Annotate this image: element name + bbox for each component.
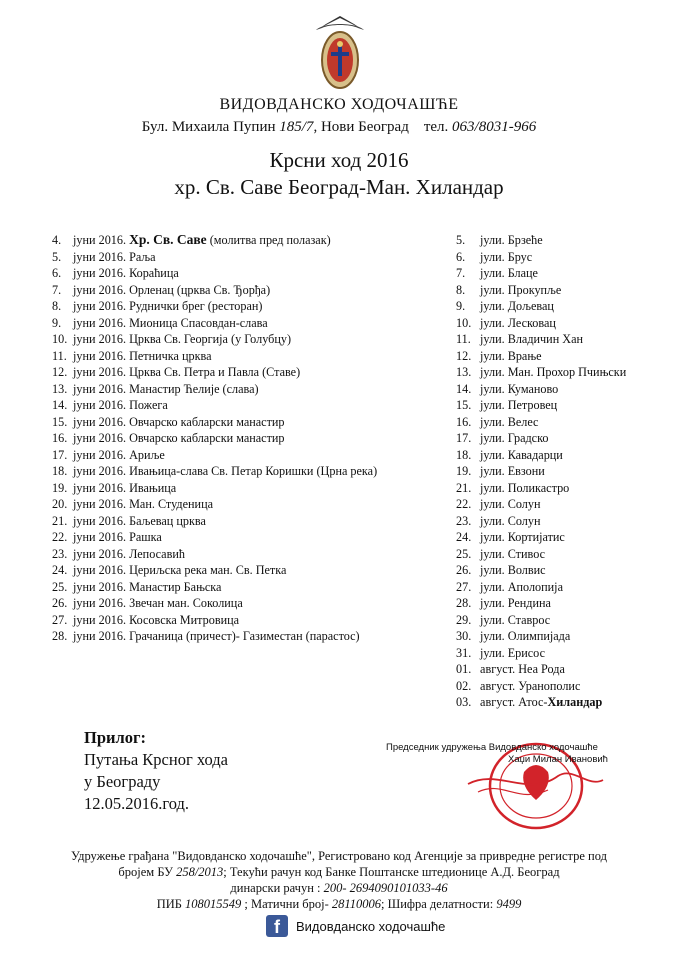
schedule-date: август. [480,662,516,676]
schedule-place: Волвис [507,563,546,577]
schedule-place: Брзеће [507,233,543,247]
schedule-date: јули. [480,348,505,363]
schedule-row [52,232,432,249]
schedule-day: 20. [52,497,68,511]
schedule-row [52,364,432,381]
schedule-july-august-list [456,232,666,711]
schedule-place: Врање [507,348,542,363]
schedule-date: јуни 2016. [73,629,127,643]
schedule-place-highlight: Хиландар [547,695,603,709]
schedule-row [456,249,666,266]
schedule-day: 7. [52,282,62,297]
schedule-row [456,381,666,398]
footer-account: динарски рачун : 200- 2694090101033-46 [230,881,448,895]
schedule-day: 25. [52,579,68,594]
facebook-icon: f [266,915,288,937]
schedule-date: јули. [480,447,505,462]
schedule-day: 4. [52,233,62,247]
schedule-row [456,579,666,596]
schedule-june-list [52,232,432,645]
schedule-place: Манастир Бањска [129,579,222,594]
schedule-date: јули. [480,282,505,297]
schedule-day: 23. [52,546,68,561]
schedule-day: 16. [456,414,472,429]
schedule-row [456,496,666,513]
schedule-date: јули. [480,299,505,313]
schedule-day: 18. [456,447,472,462]
schedule-day: 21. [52,513,68,528]
schedule-date: јуни 2016. [73,464,127,478]
schedule-row [456,430,666,447]
schedule-place: Баљевац црква [129,513,206,528]
schedule-row [52,397,432,414]
schedule-date: јуни 2016. [73,596,127,610]
schedule-row [52,513,432,530]
schedule-row [52,628,432,645]
schedule-day: 5. [456,233,466,247]
schedule-row [456,645,666,662]
schedule-row [456,315,666,332]
schedule-day: 12. [456,348,472,363]
schedule-date: јуни 2016. [73,579,127,594]
schedule-place: Звечан ман. Соколица [129,596,243,610]
schedule-date: јули. [480,365,505,379]
schedule-row [52,546,432,563]
schedule-day: 23. [456,513,472,528]
schedule-day: 10. [52,332,68,346]
schedule-place: Кораћица [129,266,179,280]
schedule-day: 22. [456,497,472,511]
schedule-day: 03. [456,695,472,709]
footer-ids: ПИБ 108015549 ; Матични број- 28110006; Шифра делатности: 9499 [156,897,522,911]
schedule-place: Овчарско кабларски манастир [129,431,285,445]
schedule-place: Дољевац [507,299,554,313]
schedule-place: Цериљска река ман. Св. Петка [129,563,287,577]
schedule-day: 02. [456,678,472,693]
schedule-date: јули. [480,431,505,445]
schedule-day: 11. [456,332,471,346]
schedule-row [456,265,666,282]
schedule-date: јуни 2016. [73,530,127,544]
schedule-day: 17. [456,431,472,445]
schedule-row [456,628,666,645]
schedule-date: јули. [480,497,505,511]
schedule-place: Прокупље [507,282,562,297]
schedule-day: 9. [456,299,466,313]
schedule-date: јуни 2016. [73,546,127,561]
schedule-date: јуни 2016. [73,414,127,429]
schedule-date: јули. [480,480,505,495]
schedule-row [52,315,432,332]
schedule-place: Ерисос [507,645,545,660]
schedule-place: Руднички брег (ресторан) [129,299,263,313]
schedule-place: Неа Рода [518,662,565,676]
schedule-row [456,612,666,629]
schedule-date: јуни 2016. [73,431,127,445]
schedule-place: Мионица Спасовдан-слава [129,315,268,330]
schedule-place: Куманово [507,381,559,396]
facebook-link[interactable] [266,913,445,939]
schedule-place: Солун [507,513,541,528]
schedule-day: 24. [456,530,472,544]
schedule-date: јуни 2016. [73,282,127,297]
document-subtitle: хр. Св. Саве Београд-Ман. Хиландар [174,175,504,199]
schedule-row [456,282,666,299]
schedule-date: јуни 2016. [73,513,127,528]
schedule-row [52,348,432,365]
annex-line: Путања Крсног хода [84,750,228,769]
schedule-day: 8. [456,282,466,297]
schedule-row [456,562,666,579]
footer-bank: бројем БУ 258/2013; Текући рачун код Банке Поштанске штедионице А.Д. Београд [118,865,560,879]
schedule-row [456,232,666,249]
schedule-place: Владичин Хан [507,332,584,346]
schedule-note: (молитва пред полазак) [206,233,331,247]
schedule-row [456,348,666,365]
schedule-place-highlight: Хр. Св. Саве [129,232,207,247]
annex-heading: Прилог: [84,728,147,747]
schedule-place: Рашка [129,530,162,544]
schedule-day: 24. [52,563,68,577]
schedule-place: Раља [129,249,156,264]
schedule-place: Манастир Ћелије (слава) [129,381,259,396]
schedule-row [456,364,666,381]
schedule-place: Пожега [129,398,168,412]
schedule-row [52,480,432,497]
schedule-date: јули. [480,530,505,544]
schedule-day: 28. [456,596,472,610]
schedule-date: јули. [480,414,505,429]
schedule-row [456,463,666,480]
schedule-date: јули. [480,398,505,412]
schedule-date: јуни 2016. [73,447,127,462]
schedule-row [52,331,432,348]
schedule-row [52,579,432,596]
schedule-place: Атос- [518,695,548,709]
schedule-date: јуни 2016. [73,299,127,313]
schedule-day: 17. [52,447,68,462]
schedule-place: Косовска Митровица [129,612,240,627]
facebook-page-name: Видовданско ходочашће [296,918,446,934]
schedule-place: Лепосавић [129,546,185,561]
schedule-row [456,661,666,678]
schedule-day: 14. [52,398,68,412]
schedule-place: Олимпијада [507,629,571,643]
schedule-row [456,447,666,464]
schedule-day: 28. [52,629,68,643]
schedule-date: јуни 2016. [73,563,127,577]
schedule-row [52,249,432,266]
organization-address: Бул. Михаила Пупин 185/7, Нови Београд тел. 063/8031-966 [141,119,537,135]
schedule-place: Велес [507,414,539,429]
schedule-place: Градско [507,431,549,445]
schedule-row [456,513,666,530]
schedule-place: Брус [507,249,533,264]
schedule-date: јуни 2016. [73,266,127,280]
schedule-row [52,430,432,447]
schedule-row [52,282,432,299]
schedule-place: Ариље [129,447,165,462]
annex-block [84,727,228,815]
schedule-place: Ставрос [507,612,551,627]
schedule-day: 26. [456,563,472,577]
schedule-date: јуни 2016. [73,381,127,396]
schedule-date: јули. [480,596,505,610]
schedule-row [456,546,666,563]
schedule-date: јули. [480,645,505,660]
schedule-day: 19. [456,464,472,478]
schedule-date: јули. [480,563,505,577]
schedule-place: Поликастро [507,480,570,495]
schedule-place: Ман. Студеница [129,497,214,511]
schedule-row [52,612,432,629]
schedule-place: Солун [507,497,541,511]
schedule-place: Петничка црква [129,348,212,363]
schedule-row [456,595,666,612]
schedule-date: јуни 2016. [73,365,127,379]
schedule-date: јули. [480,249,505,264]
schedule-row [52,529,432,546]
schedule-date: јуни 2016. [73,315,127,330]
schedule-place: Грачаница (причест)- Газиместан (парастос) [129,629,360,643]
schedule-day: 15. [52,414,68,429]
schedule-day: 15. [456,398,472,412]
schedule-place: Рендина [507,596,551,610]
schedule-date: август. [480,695,516,709]
schedule-place: Ивањица [129,480,177,495]
schedule-day: 27. [456,579,472,594]
footer-registration: Удружење грађана "Видовданско ходочашће", Регистровано код Агенције за привредне регистре под [71,849,607,863]
schedule-row [52,447,432,464]
schedule-date: јуни 2016. [73,233,127,247]
schedule-row [456,480,666,497]
schedule-date: јули. [480,315,505,330]
schedule-day: 19. [52,480,68,495]
schedule-place: Уранополис [518,678,581,693]
schedule-day: 13. [52,381,68,396]
schedule-place: Ман. Прохор Пчињски [507,365,627,379]
schedule-date: јуни 2016. [73,348,127,363]
schedule-day: 12. [52,365,68,379]
schedule-date: јули. [480,266,505,280]
schedule-date: јуни 2016. [73,332,127,346]
president-title: Председник удружења Видовданско ходочашће [386,742,598,753]
footer-legal-info [0,848,678,912]
schedule-date: јули. [480,332,505,346]
schedule-place: Евзони [507,464,545,478]
schedule-date: јуни 2016. [73,497,127,511]
schedule-day: 31. [456,645,472,660]
schedule-day: 5. [52,249,62,264]
schedule-row [52,595,432,612]
signature-block [386,742,646,766]
schedule-day: 14. [456,381,472,396]
schedule-row [52,562,432,579]
schedule-row [52,496,432,513]
schedule-place: Кавадарци [507,447,563,462]
schedule-day: 11. [52,348,67,363]
schedule-day: 13. [456,365,472,379]
schedule-place: Петровец [507,398,558,412]
schedule-place: Аполопија [507,579,563,594]
schedule-row [52,265,432,282]
schedule-row [52,414,432,431]
schedule-row [456,694,666,711]
schedule-day: 10. [456,315,472,330]
schedule-place: Стивос [507,546,545,561]
schedule-place: Кортијатис [507,530,565,544]
annex-date: 12.05.2016.год. [84,794,190,813]
schedule-date: јули. [480,579,505,594]
schedule-row [456,678,666,695]
schedule-day: 22. [52,530,68,544]
schedule-row [456,298,666,315]
schedule-day: 29. [456,612,472,627]
schedule-row [52,381,432,398]
schedule-place: Црква Св. Петра и Павла (Ставе) [129,365,301,379]
schedule-date: јуни 2016. [73,480,127,495]
schedule-day: 25. [456,546,472,561]
schedule-day: 21. [456,480,472,495]
schedule-day: 01. [456,662,472,676]
president-name: Хаџи Милан Ивановић [508,754,608,765]
schedule-day: 6. [52,266,62,280]
schedule-day: 30. [456,629,472,643]
schedule-date: јули. [480,233,505,247]
schedule-day: 8. [52,299,62,313]
schedule-place: Ивањица-слава Св. Петар Коришки (Црна река) [129,464,378,478]
schedule-place: Блаце [507,266,538,280]
organization-name: ВИДОВДАНСКО ХОДОЧАШЋЕ [219,96,459,113]
schedule-row [456,397,666,414]
schedule-date: август. [480,678,516,693]
organization-emblem-icon [314,14,366,96]
annex-line: у Београду [84,772,161,791]
schedule-place: Црква Св. Георгија (у Голубцу) [129,332,292,346]
schedule-day: 7. [456,266,466,280]
schedule-day: 27. [52,612,68,627]
schedule-day: 18. [52,464,68,478]
schedule-date: јули. [480,546,505,561]
schedule-row [456,414,666,431]
schedule-place: Лесковац [507,315,556,330]
schedule-day: 16. [52,431,68,445]
schedule-date: јуни 2016. [73,612,127,627]
schedule-place: Орленац (црква Св. Ђорђа) [129,282,271,297]
schedule-date: јуни 2016. [73,398,127,412]
schedule-date: јуни 2016. [73,249,127,264]
schedule-date: јули. [480,464,505,478]
schedule-date: јули. [480,612,505,627]
schedule-row [456,331,666,348]
schedule-date: јули. [480,513,505,528]
schedule-day: 26. [52,596,68,610]
schedule-row [52,463,432,480]
document-title: Крсни ход 2016 [269,148,409,172]
schedule-day: 6. [456,249,466,264]
schedule-row [456,529,666,546]
schedule-day: 9. [52,315,62,330]
schedule-place: Овчарско кабларски манастир [129,414,285,429]
schedule-date: јули. [480,381,505,396]
schedule-date: јули. [480,629,505,643]
schedule-row [52,298,432,315]
